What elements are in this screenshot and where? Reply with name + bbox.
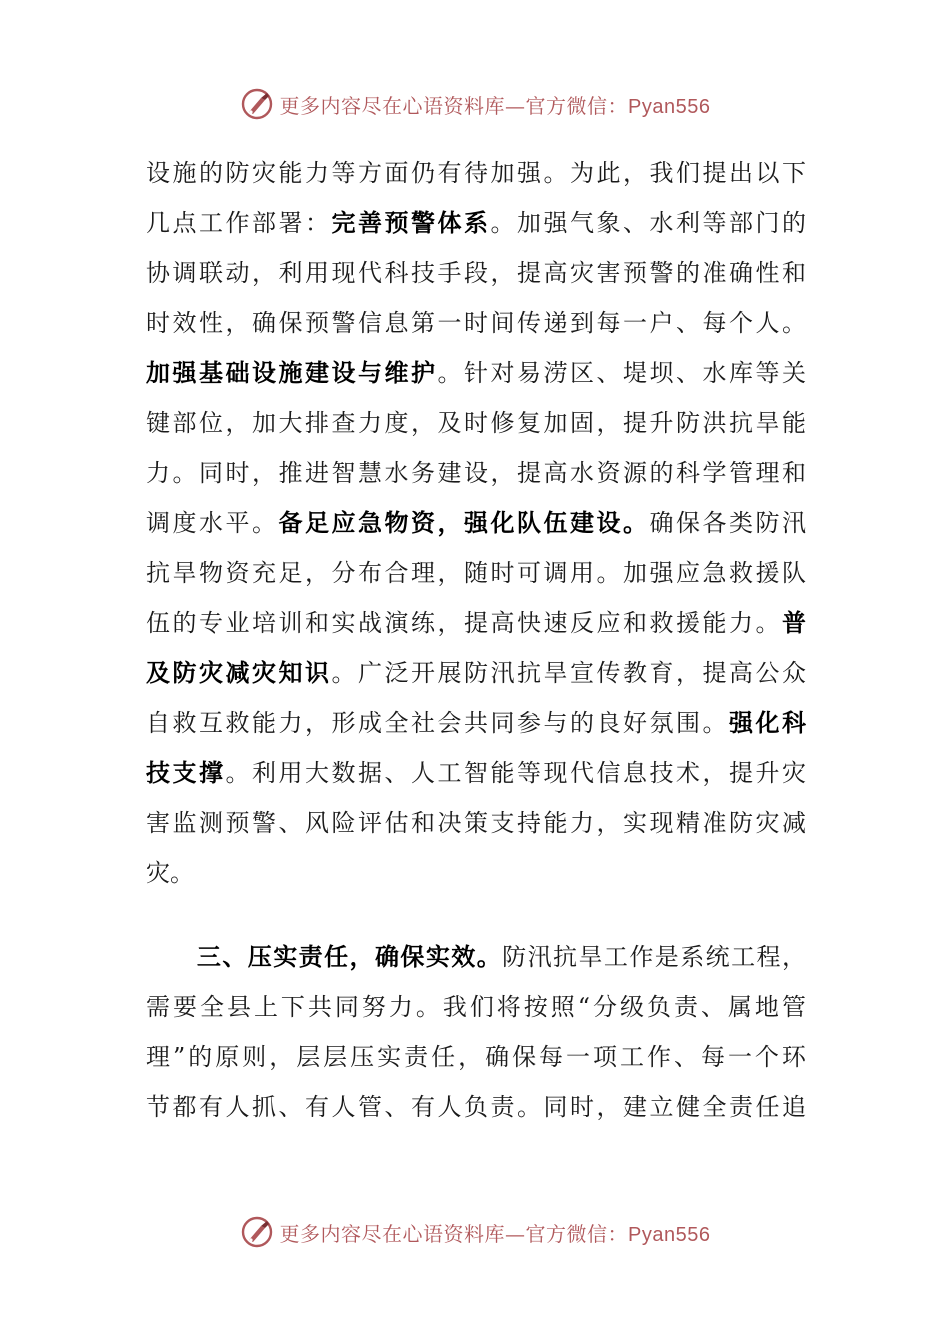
footer-watermark-id: Pyan556 <box>628 1223 711 1246</box>
text-line: 抗 旱 物 资 充 足 ， 分 布 合 理 ， 随 时 可 调 用 。 加 强 应 急 救 援 队 <box>146 559 806 587</box>
text-line: 三 、 压 实 责 任 ， 确 保 实 效 。 防 汛 抗 旱 工 作 是 系 统 工 程 ， <box>196 942 806 971</box>
text-line: 几 点 工 作 部 署 ： 完 善 预 警 体 系 。 加 强 气 象 、 水 利 等 部 门 的 <box>146 208 806 237</box>
footer-watermark-text <box>280 1218 711 1247</box>
footer-watermark-label: 官方微信： <box>525 1221 629 1246</box>
footer-watermark-dash: — <box>505 1221 526 1246</box>
header-watermark-dash: — <box>505 93 526 118</box>
document-body <box>146 148 806 1132</box>
text-line: 需 要 全 县 上 下 共 同 努 力 。 我 们 将 按 照 “ 分 级 负 责 、 属 地 管 <box>146 993 806 1021</box>
text-line: 害 监 测 预 警 、 风 险 评 估 和 决 策 支 持 能 力 ， 实 现 精 准 防 灾 减 <box>146 809 806 837</box>
text-line: 加 强 基 础 设 施 建 设 与 维 护 。 针 对 易 涝 区 、 堤 坝 、 水 库 等 关 <box>146 358 806 387</box>
text-line: 协 调 联 动 ， 利 用 现 代 科 技 手 段 ， 提 高 灾 害 预 警 的 准 确 性 和 <box>146 259 806 287</box>
header-watermark-main: 更多内容尽在心语资料库 <box>279 93 506 118</box>
paragraph-2 <box>146 932 806 1132</box>
text-line: 自 救 互 救 能 力 ， 形 成 全 社 会 共 同 参 与 的 良 好 氛 围 。 强 化 科 <box>146 708 806 737</box>
paragraph-gap <box>146 898 806 932</box>
pen-logo-icon <box>240 87 274 121</box>
text-line: 伍 的 专 业 培 训 和 实 战 演 练 ， 提 高 快 速 反 应 和 救 援 能 力 。 普 <box>146 608 806 637</box>
text-line: 调 度 水 平 。 备 足 应 急 物 资 ， 强 化 队 伍 建 设 。 确 保 各 类 防 汛 <box>146 508 806 537</box>
text-line: 时 效 性 ， 确 保 预 警 信 息 第 一 时 间 传 递 到 每 一 户 、 每 个 人 。 <box>146 309 806 337</box>
header-watermark <box>0 84 950 124</box>
text-line: 键 部 位 ， 加 大 排 查 力 度 ， 及 时 修 复 加 固 ， 提 升 防 洪 抗 旱 能 <box>146 409 806 437</box>
text-line: 力 。 同 时 ， 推 进 智 慧 水 务 建 设 ， 提 高 水 资 源 的 科 学 管 理 和 <box>146 459 806 487</box>
pen-logo-icon <box>240 1215 274 1249</box>
text-line: 理 ” 的 原 则 ， 层 层 压 实 责 任 ， 确 保 每 一 项 工 作 、 每 一 个 环 <box>146 1043 806 1071</box>
text-line: 灾 。 <box>146 859 194 887</box>
text-line: 设 施 的 防 灾 能 力 等 方 面 仍 有 待 加 强 。 为 此 ， 我 们 提 出 以 下 <box>146 159 806 187</box>
header-watermark-text <box>280 90 711 119</box>
paragraph-1 <box>146 148 806 898</box>
header-watermark-id: Pyan556 <box>628 95 711 118</box>
header-watermark-label: 官方微信： <box>525 93 629 118</box>
text-line: 节 都 有 人 抓 、 有 人 管 、 有 人 负 责 。 同 时 ， 建 立 健 全 责 任 追 <box>146 1093 806 1121</box>
text-line: 技 支 撑 。 利 用 大 数 据 、 人 工 智 能 等 现 代 信 息 技 术 ， 提 升 灾 <box>146 758 806 787</box>
text-line: 及 防 灾 减 灾 知 识 。 广 泛 开 展 防 汛 抗 旱 宣 传 教 育 ， 提 高 公 众 <box>146 658 806 687</box>
footer-watermark <box>0 1212 950 1252</box>
footer-watermark-main: 更多内容尽在心语资料库 <box>279 1221 506 1246</box>
